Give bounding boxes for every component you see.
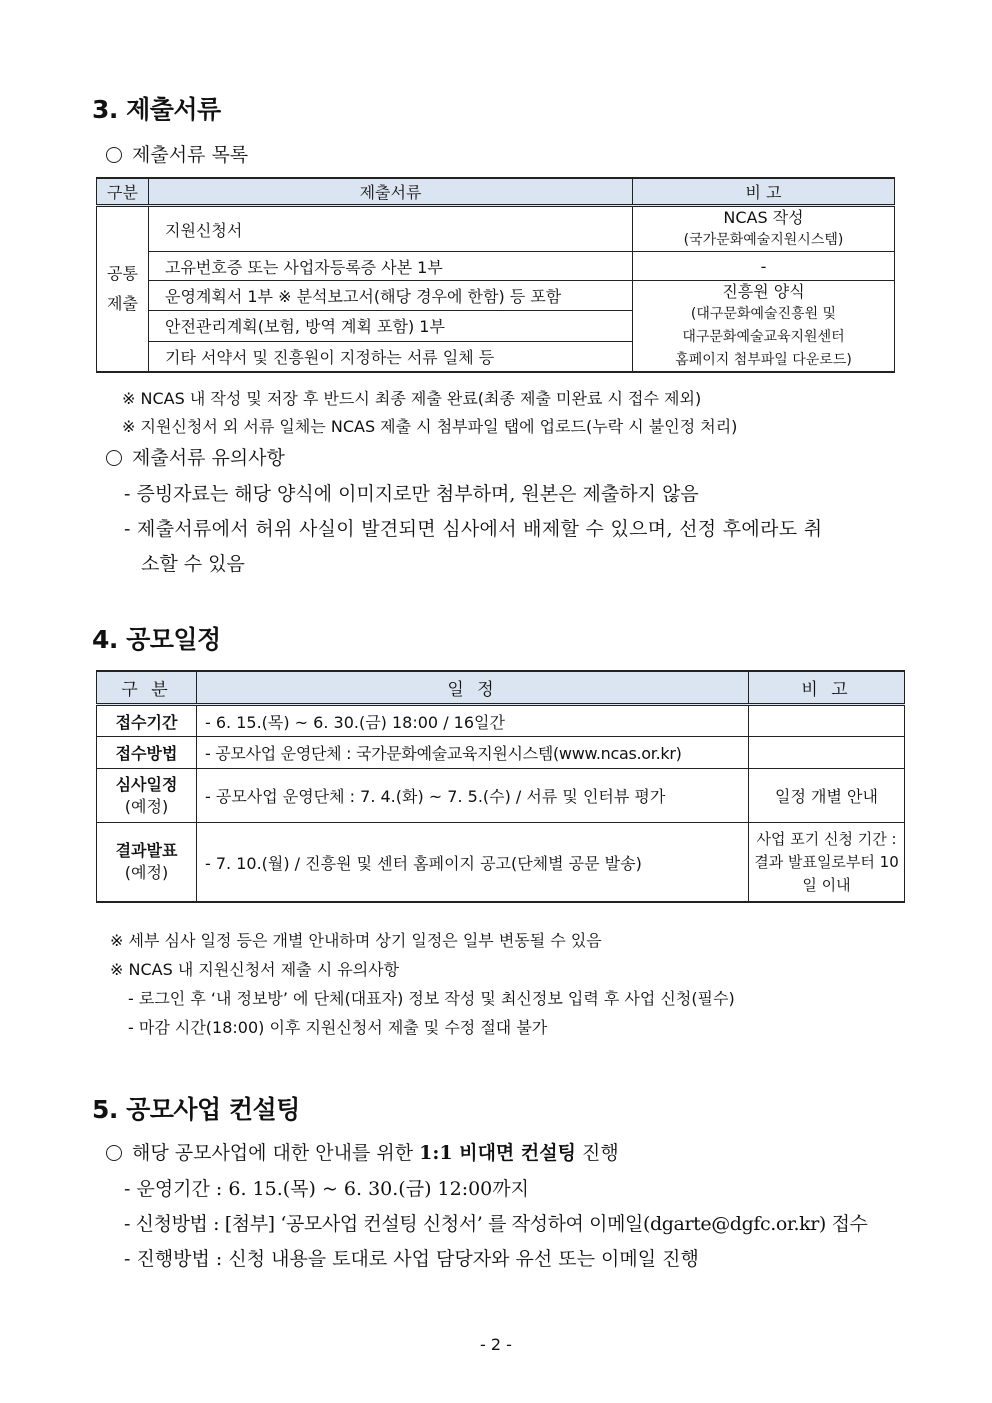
schedule-note-cell xyxy=(749,705,905,737)
schedule-cell: - 6. 15.(목) ~ 6. 30.(금) 18:00 / 16일간 xyxy=(197,705,749,737)
schedule-note-cell: 일정 개별 안내 xyxy=(749,769,905,823)
table-row xyxy=(97,705,905,737)
doc-cell: 운영계획서 1부 ※ 분석보고서(해당 경우에 한함) 등 포함 xyxy=(149,281,633,311)
schedule-label-cell: 심사일정 (예정) xyxy=(97,769,197,823)
caution-item: - 증빙자료는 해당 양식에 이미지로만 첨부하며, 원본은 제출하지 않음 xyxy=(124,483,699,505)
doc-cell: 안전관리계획(보험, 방역 계획 포함) 1부 xyxy=(149,311,633,341)
header-cell: 제출서류 xyxy=(149,178,633,206)
table-row xyxy=(97,769,905,823)
section5-intro: 해당 공모사업에 대한 안내를 위한 1:1 비대면 컨설팅 진행 xyxy=(106,1138,619,1165)
table-row xyxy=(97,737,905,769)
circle-bullet-icon xyxy=(106,147,122,163)
note-line: ※ 지원신청서 외 서류 일체는 NCAS 제출 시 첨부파일 탭에 업로드(누락 시 불인정 처리) xyxy=(122,417,738,436)
merged-note-cell: 진흥원 양식 (대구문화예술진흥원 및 대구문화예술교육지원센터 홈페이지 첨부파일 다운로드) xyxy=(633,281,895,373)
schedule-table xyxy=(96,670,905,903)
schedule-label-cell: 접수기간 xyxy=(97,705,197,737)
table-row xyxy=(97,206,895,252)
schedule-label-cell: 결과발표 (예정) xyxy=(97,823,197,903)
section3-title: 3. 제출서류 xyxy=(92,95,221,124)
note-line: ※ NCAS 내 작성 및 저장 후 반드시 최종 제출 완료(최종 제출 미완료 시 접수 제외) xyxy=(122,389,702,408)
section3-caution-title: 제출서류 유의사항 xyxy=(106,443,285,470)
note-cell: - xyxy=(633,252,895,281)
doc-cell: 지원신청서 xyxy=(149,206,633,252)
note-line: ※ NCAS 내 지원신청서 제출 시 유의사항 xyxy=(110,960,400,979)
header-cell: 구 분 xyxy=(97,671,197,705)
schedule-note-cell: 사업 포기 신청 기간 : 결과 발표일로부터 10일 이내 xyxy=(749,823,905,903)
note-cell: NCAS 작성 (국가문화예술지원시스템) xyxy=(633,206,895,252)
header-cell: 비 고 xyxy=(749,671,905,705)
schedule-note-cell xyxy=(749,737,905,769)
section5-title: 5. 공모사업 컨설팅 xyxy=(92,1095,300,1124)
section3-list-title: 제출서류 목록 xyxy=(106,140,248,167)
header-cell: 일 정 xyxy=(197,671,749,705)
note-line: - 로그인 후 ‘내 정보방’ 에 단체(대표자) 정보 작성 및 최신정보 입력 후 사업 신청(필수) xyxy=(128,989,735,1008)
header-cell: 구분 xyxy=(97,178,149,206)
documents-table xyxy=(96,177,895,373)
header-cell: 비 고 xyxy=(633,178,895,206)
consulting-item: - 신청방법 : [첨부] ‘공모사업 컨설팅 신청서’ 를 작성하여 이메일(dgarte@dgfc.or.kr) 접수 xyxy=(124,1213,868,1235)
caution-item: 소할 수 있음 xyxy=(141,553,245,575)
note-line: - 마감 시간(18:00) 이후 지원신청서 제출 및 수정 절대 불가 xyxy=(128,1018,548,1037)
schedule-cell: - 공모사업 운영단체 : 국가문화예술교육지원시스템(www.ncas.or.kr) xyxy=(197,737,749,769)
table-header-row xyxy=(97,671,905,705)
page-number: - 2 - xyxy=(480,1335,512,1354)
section4-title: 4. 공모일정 xyxy=(92,625,221,654)
consulting-item: - 진행방법 : 신청 내용을 토대로 사업 담당자와 유선 또는 이메일 진행 xyxy=(124,1248,699,1270)
table-header-row xyxy=(97,178,895,206)
table-row xyxy=(97,823,905,903)
circle-bullet-icon xyxy=(106,450,122,466)
table-row xyxy=(97,252,895,281)
note-line: ※ 세부 심사 일정 등은 개별 안내하며 상기 일정은 일부 변동될 수 있음 xyxy=(110,931,602,950)
doc-cell: 고유번호증 또는 사업자등록증 사본 1부 xyxy=(149,252,633,281)
schedule-cell: - 공모사업 운영단체 : 7. 4.(화) ~ 7. 5.(수) / 서류 및 인터뷰 평가 xyxy=(197,769,749,823)
consulting-item: - 운영기간 : 6. 15.(목) ~ 6. 30.(금) 12:00까지 xyxy=(124,1178,529,1200)
circle-bullet-icon xyxy=(106,1145,122,1161)
doc-cell: 기타 서약서 및 진흥원이 지정하는 서류 일체 등 xyxy=(149,341,633,372)
caution-item: - 제출서류에서 허위 사실이 발견되면 심사에서 배제할 수 있으며, 선정 후에라도 취 xyxy=(124,518,823,540)
table-row xyxy=(97,281,895,311)
group-label-cell: 공통 제출 xyxy=(97,206,149,373)
schedule-cell: - 7. 10.(월) / 진흥원 및 센터 홈페이지 공고(단체별 공문 발송) xyxy=(197,823,749,903)
schedule-label-cell: 접수방법 xyxy=(97,737,197,769)
